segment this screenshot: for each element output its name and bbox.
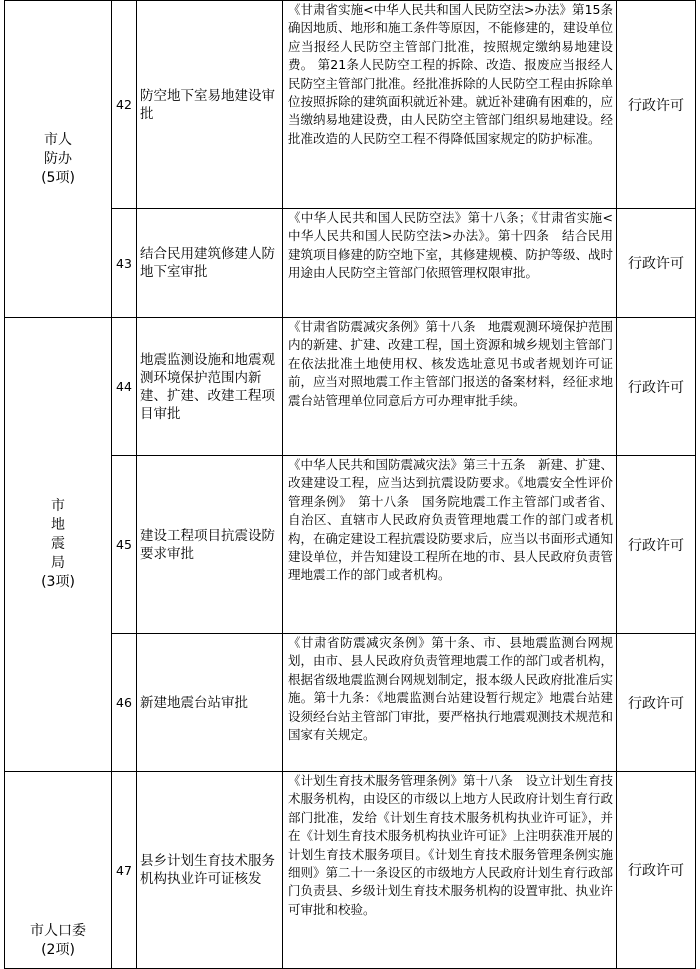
dept-name-line: 地 — [51, 517, 65, 533]
row-number: 45 — [112, 456, 137, 634]
legal-basis-content: 《甘肃省防震减灾条例》第十条、市、县地震监测台网规划，由市、县人民政府负责管理地震工作的部门或者机构，根据省级地震监测台网规划制定，报本级人民政府批准后实施。第十九条：《地震监测台站建设暂行规定》地震台站建设须经台站主管部门审批，要严格执行地震观测技术规范和国家有关规定。 — [288, 635, 613, 743]
row-number: 42 — [112, 1, 137, 209]
permission-item-name: 结合民用建筑修建人防地下室审批 — [137, 209, 283, 318]
table-row — [5, 772, 696, 969]
dept-item-count: (3项) — [41, 574, 75, 590]
row-number: 44 — [112, 318, 137, 456]
permission-item-name: 县乡计划生育技术服务机构执业许可证核发 — [137, 772, 283, 969]
permission-item-name: 防空地下室易地建设审批 — [137, 1, 283, 209]
permission-type: 行政许可 — [617, 1, 696, 209]
legal-basis-content: 《计划生育技术服务管理条例》第十八条 设立计划生育技术服务机构，由设区的市级以上地方人民政府计划生育行政部门批准，发给《计划生育技术服务机构执业许可证》，并在《计划生育技术服务机构执业许可证》上注明获准开展的计划生育技术服务项目。《计划生育技术服务管理条例实施细则》第二十一条设区的市级地方人民政府计划生育行政部门负责县、乡级计划生育技术服务机构的设置审批、执业许可审批和校验。 — [288, 773, 613, 917]
permission-item-name: 新建地震台站审批 — [137, 634, 283, 772]
dept-name-line: 市人 — [44, 131, 72, 148]
legal-basis-text — [283, 634, 617, 772]
dept-item-count: (2项) — [41, 942, 75, 958]
legal-basis-text — [283, 456, 617, 634]
table-row — [5, 1, 696, 209]
permission-item-name: 地震监测设施和地震观测环境保护范围内新建、扩建、改建工程项目审批 — [137, 318, 283, 456]
dept-name-line: 市 — [51, 498, 65, 514]
dept-name-line: 防办 — [44, 150, 72, 167]
legal-basis-text — [283, 318, 617, 456]
dept-name-line: 震 — [51, 536, 65, 552]
permission-type: 行政许可 — [617, 634, 696, 772]
legal-basis-content: 《中华人民共和国人民防空法》第十八条；《甘肃省实施<中华人民共和国人民防空法>办法》。第十四条 结合民用建筑项目修建的防空地下室，其修建规模、防护等级、战时用途由人民防空主管部门依照管理权限审批。 — [288, 210, 613, 281]
legal-basis-text — [283, 772, 617, 969]
permission-item-name: 建设工程项目抗震设防要求审批 — [137, 456, 283, 634]
dept-name-line: 局 — [51, 555, 65, 571]
permission-type: 行政许可 — [617, 772, 696, 969]
legal-basis-text — [283, 1, 617, 209]
permission-type: 行政许可 — [617, 456, 696, 634]
row-number: 47 — [112, 772, 137, 969]
legal-basis-content: 《甘肃省防震减灾条例》第十八条 地震观测环境保护范围内的新建、扩建、改建工程，国土资源和城乡规划主管部门在依法批准土地使用权、核发选址意见书或者规划许可证前，应当对照地震工作主管部门报送的备案材料，经征求地震台站管理单位同意后方可办理审批手续。 — [288, 319, 613, 408]
table-row — [5, 318, 696, 456]
legal-basis-content: 《甘肃省实施<中华人民共和国人民防空法>办法》第15条确因地质、地形和施工条件等原因，不能修建的，建设单位应当报经人民防空主管部门批准，按照规定缴纳易地建设费。 第21条人民防空工程的拆除、改造、报废应当报经人民防空主管部门批准。经批准拆除的人民防空工程由拆除单位按照拆除的建筑面积就近补建。就近补建确有困难的，应当缴纳易地建设费，由人民防空主管部门组织易地建设。经批准改造的人民防空工程不得降低国家规定的防护标准。 — [288, 2, 613, 146]
dept-name-line: 市人口委 — [30, 923, 86, 939]
permission-type: 行政许可 — [617, 318, 696, 456]
admin-permission-table — [4, 0, 696, 969]
row-number: 46 — [112, 634, 137, 772]
legal-basis-content: 《中华人民共和国防震减灾法》第三十五条 新建、扩建、改建建设工程，应当达到抗震设防要求。《地震安全性评价管理条例》 第十八条 国务院地震工作主管部门或者省、自治区、直辖市人民政府负责管理地震工作的部门或者机构，在确定建设工程抗震设防要求后，应当以书面形式通知建设单位，并告知建设工程所在地的市、县人民政府负责管理地震工作的部门或者机构。 — [288, 457, 613, 583]
row-number: 43 — [112, 209, 137, 318]
dept-cell-civil-defense — [5, 1, 112, 318]
dept-item-count: (5项) — [41, 169, 75, 186]
permission-type: 行政许可 — [617, 209, 696, 318]
dept-cell-earthquake-bureau — [5, 318, 112, 772]
legal-basis-text — [283, 209, 617, 318]
dept-cell-population-commission — [5, 772, 112, 969]
